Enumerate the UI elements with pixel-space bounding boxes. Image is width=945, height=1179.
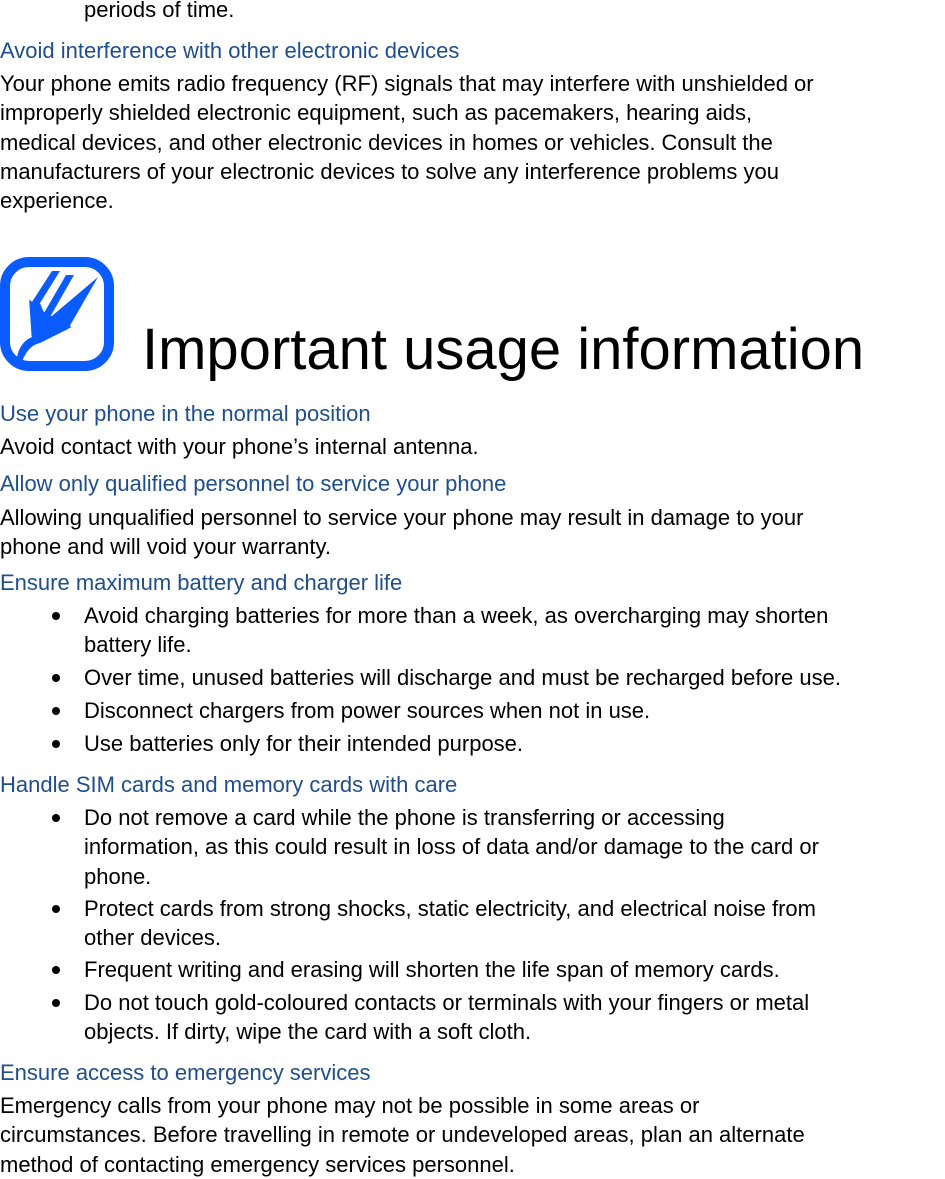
text-line: information, as this could result in loss of data and/or damage to the card or [84, 834, 819, 860]
bullet-icon [52, 674, 60, 682]
paragraph [0, 503, 945, 562]
text-line: method of contacting emergency services personnel. [0, 1151, 515, 1177]
text-line: experience. [0, 188, 114, 214]
paragraph [0, 69, 945, 215]
paragraph [0, 1091, 945, 1179]
text-line: Allowing unqualified personnel to service your phone may result in damage to your [0, 505, 804, 530]
section-heading: Ensure maximum battery and charger life [0, 570, 403, 595]
bullet-icon [52, 814, 60, 822]
bullet-icon [52, 999, 60, 1007]
text-line: Disconnect chargers from power sources when not in use. [84, 698, 651, 723]
bullet-icon [52, 966, 60, 974]
text-line: other devices. [84, 925, 221, 951]
text-line: Over time, unused batteries will discharge and must be recharged before use. [84, 665, 841, 690]
paragraph-fragment: periods of time. [84, 0, 235, 22]
section-heading: Ensure access to emergency services [0, 1060, 371, 1085]
text-line: circumstances. Before travelling in remote or undeveloped areas, plan an alternate [0, 1122, 805, 1148]
text-line: Use batteries only for their intended purpose. [84, 731, 524, 756]
text-line: Do not remove a card while the phone is transferring or accessing [84, 805, 725, 830]
page-title: Important usage information [142, 317, 865, 382]
text-line: Protect cards from strong shocks, static electricity, and electrical noise from [84, 896, 816, 921]
text-line: medical devices, and other electronic devices in homes or vehicles. Consult the [0, 129, 773, 155]
section-heading: Handle SIM cards and memory cards with care [0, 772, 458, 797]
section-heading: Use your phone in the normal position [0, 401, 371, 426]
bullet-icon [52, 612, 60, 620]
text-line: Frequent writing and erasing will shorten the life span of memory cards. [84, 957, 780, 982]
text-line: Emergency calls from your phone may not be possible in some areas or [0, 1093, 700, 1118]
pencil-note-icon [0, 257, 114, 371]
text-line: Do not touch gold-coloured contacts or terminals with your fingers or metal [84, 990, 810, 1015]
bullet-icon [52, 905, 60, 913]
text-line: Your phone emits radio frequency (RF) signals that may interfere with unshielded or [0, 71, 814, 96]
text-line: objects. If dirty, wipe the card with a soft cloth. [84, 1019, 532, 1045]
section-heading: Avoid interference with other electronic devices [0, 38, 460, 63]
text-line: phone and will void your warranty. [0, 534, 331, 560]
bullet-icon [52, 740, 60, 748]
text-line: battery life. [84, 632, 192, 658]
text-line: improperly shielded electronic equipment, such as pacemakers, hearing aids, [0, 100, 753, 126]
bullet-icon [52, 707, 60, 715]
section-heading: Allow only qualified personnel to service your phone [0, 471, 507, 496]
text-line: manufacturers of your electronic devices to solve any interference problems you [0, 158, 779, 184]
text-line: Avoid contact with your phone’s internal antenna. [0, 434, 479, 459]
text-line: phone. [84, 863, 152, 889]
text-line: Avoid charging batteries for more than a week, as overcharging may shorten [84, 603, 829, 628]
